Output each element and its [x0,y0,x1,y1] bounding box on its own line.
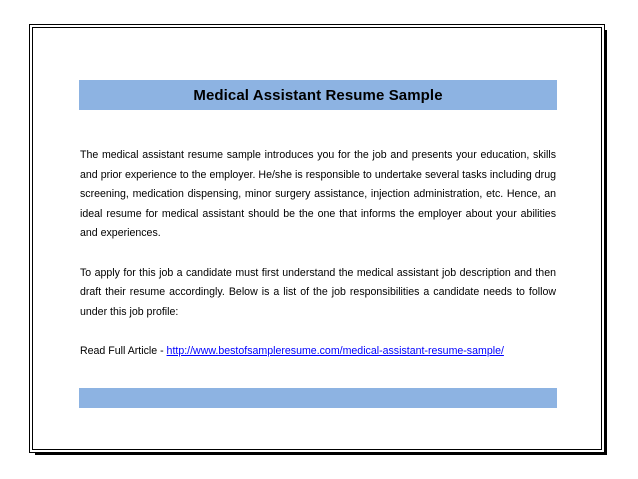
article-link[interactable]: http://www.bestofsampleresume.com/medical-assistant-resume-sample/ [166,344,504,357]
document-body [80,146,556,362]
read-more-paragraph [80,342,556,362]
intro-paragraph: The medical assistant resume sample introduces you for the job and presents your education, skills and prior experience to the employer. He/she is responsible to undertake several tasks including drug screening, medication dispensing, minor surgery assistance, injection administration, etc. Hence, an ideal resume for medical assistant should be the one that informs the employer about your abilities and experiences. [80,149,556,240]
apply-paragraph: To apply for this job a candidate must first understand the medical assistant job description and then draft their resume accordingly. Below is a list of the job responsibilities a candidate needs to follow under this job profile: [80,266,556,318]
title-banner [79,80,557,110]
page-title: Medical Assistant Resume Sample [193,86,443,104]
read-more-label: Read Full Article - [80,344,167,357]
footer-banner [79,388,557,408]
